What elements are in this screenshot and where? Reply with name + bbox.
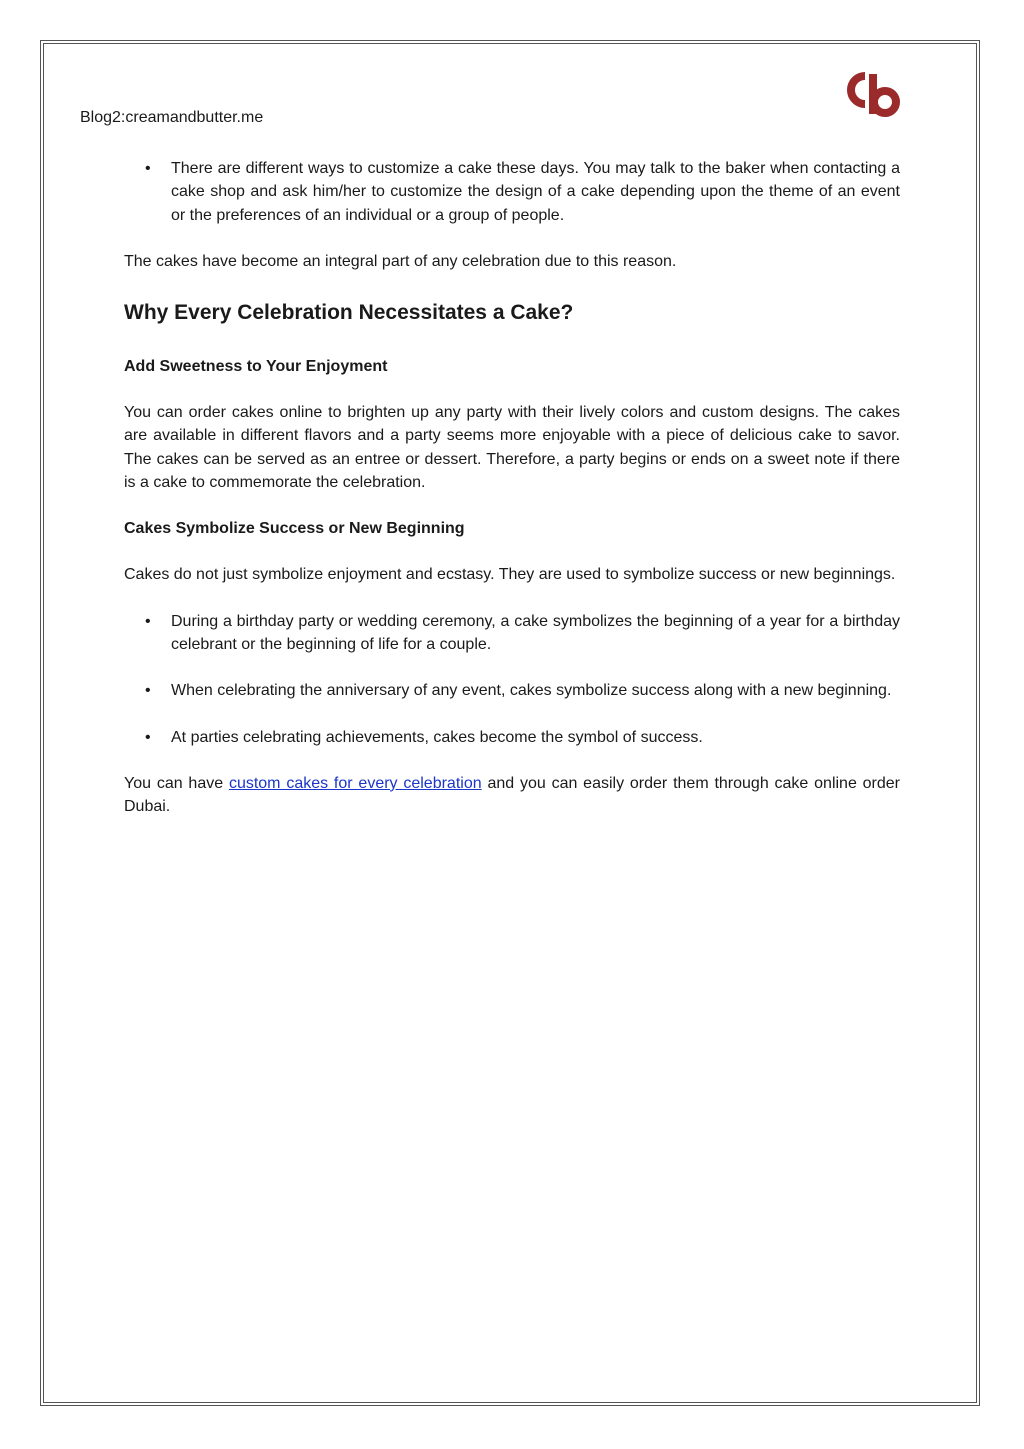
- list-item: [124, 679, 900, 702]
- list-item: [124, 610, 900, 657]
- heading-main: Why Every Celebration Necessitates a Cake?: [124, 301, 574, 325]
- bullet-success-text: At parties celebrating achievements, cakes become the symbol of success.: [171, 728, 703, 746]
- bullet-success-text: During a birthday party or wedding ceremony, a cake symbolizes the beginning of a year for a birthday celebrant or the beginning of life for a couple.: [171, 612, 900, 653]
- heading-sweetness: Add Sweetness to Your Enjoyment: [124, 358, 388, 376]
- bullet-icon: •: [145, 612, 151, 630]
- document-body: [124, 157, 900, 818]
- paragraph-reason: The cakes have become an integral part of any celebration due to this reason.: [124, 252, 677, 270]
- list-item: [124, 726, 900, 749]
- closing-text-after: and you can easily order them through cake online order Dubai.: [124, 774, 901, 816]
- paragraph-success: Cakes do not just symbolize enjoyment and ecstasy. They are used to symbolize success or new beginnings.: [124, 566, 896, 584]
- list-item: [124, 157, 900, 227]
- closing-text-before: You can have: [124, 774, 229, 792]
- cb-logo: [843, 70, 903, 120]
- bullet-icon: •: [145, 160, 151, 177]
- bullet-intro-text: There are different ways to customize a cake these days. You may talk to the baker when contacting a cake shop and ask him/her to customize the design of a cake depending upon the theme of an event or the preferences of an individual or a group of people.: [171, 160, 900, 224]
- site-header-label: Blog2:creamandbutter.me: [80, 109, 264, 126]
- bullet-success-text: When celebrating the anniversary of any event, cakes symbolize success along with a new beginning.: [171, 682, 892, 700]
- paragraph-sweetness: You can order cakes online to brighten up any party with their lively colors and custom designs. The cakes are available in different flavors and a party seems more enjoyable with a piece of delicious cake to savor. The cakes can be served as an entree or dessert. Therefore, a party begins or ends on a sweet note if there is a cake to commemorate the celebration.: [124, 404, 900, 492]
- bullet-icon: •: [145, 728, 151, 746]
- heading-success: Cakes Symbolize Success or New Beginning: [124, 520, 465, 538]
- paragraph-closing: [124, 772, 900, 819]
- custom-cakes-link[interactable]: custom cakes for every celebration: [228, 774, 482, 792]
- bullet-icon: •: [145, 682, 151, 700]
